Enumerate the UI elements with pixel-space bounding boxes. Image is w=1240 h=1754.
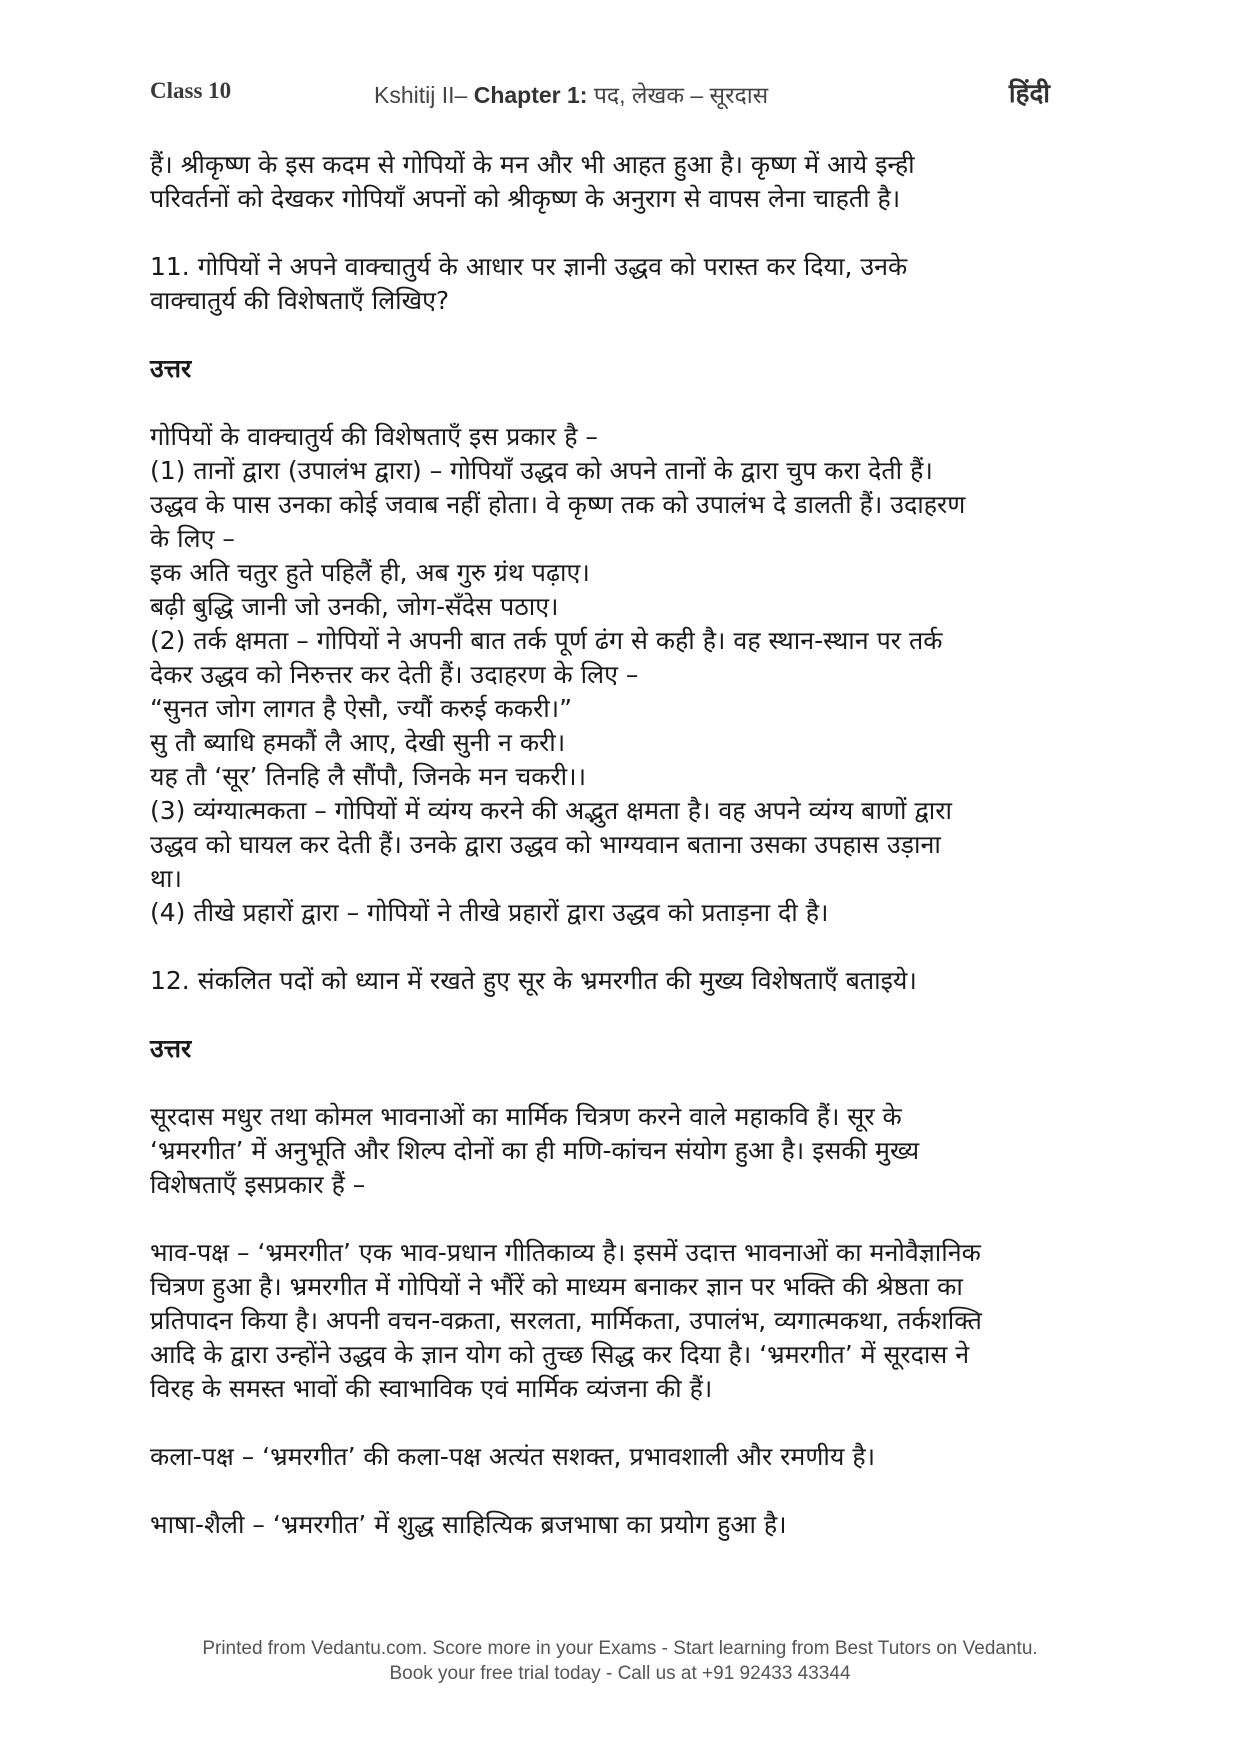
- answer-line: देकर उद्धव को निरुत्तर कर देती हैं। उदाहरण के लिए –: [150, 660, 639, 689]
- answer-line: ‘भ्रमरगीत’ में अनुभूति और शिल्प दोनों का ही मणि-कांचन संयोग हुआ है। इसकी मुख्य: [150, 1136, 920, 1165]
- answer-line: (2) तर्क क्षमता – गोपियों ने अपनी बात तर्क पूर्ण ढंग से कही है। वह स्थान-स्थान पर तर्क: [150, 626, 943, 655]
- class-label: Class 10: [150, 78, 232, 103]
- page-content: [150, 148, 1100, 1542]
- question-11-line: वाक्चातुर्य की विशेषताएँ लिखिए?: [150, 286, 450, 315]
- answer-line: (1) तानों द्वारा (उपालंभ द्वारा) – गोपियाँ उद्धव को अपने तानों के द्वारा चुप करा देती हैं।: [150, 456, 933, 485]
- answer-line: भाव-पक्ष – ‘भ्रमरगीत’ एक भाव-प्रधान गीतिकाव्य है। इसमें उदात्त भावनाओं का मनोवैज्ञानिक: [150, 1238, 981, 1267]
- answer-line: कला-पक्ष – ‘भ्रमरगीत’ की कला-पक्ष अत्यंत सशक्त, प्रभावशाली और रमणीय है।: [150, 1442, 876, 1471]
- intro-line: हैं। श्रीकृष्ण के इस कदम से गोपियों के मन और भी आहत हुआ है। कृष्ण में आये इन्ही: [150, 150, 915, 179]
- book-name: Kshitij II–: [374, 82, 468, 108]
- answer-line: उद्धव को घायल कर देती हैं। उनके द्वारा उद्धव को भाग्यवान बताना उसका उपहास उड़ाना: [150, 830, 941, 859]
- answer-heading: उत्तर: [150, 354, 192, 383]
- answer-line: विरह के समस्त भावों की स्वाभाविक एवं मार्मिक व्यंजना की हैं।: [150, 1374, 713, 1403]
- answer-line: गोपियों के वाक्चातुर्य की विशेषताएँ इस प्रकार है –: [150, 422, 598, 451]
- answer-line: के लिए –: [150, 524, 235, 553]
- chapter-title: पद, लेखक – सूरदास: [593, 82, 769, 108]
- verse-line: “सुनत जोग लागत है ऐसौ, ज्यौं करुई ककरी।”: [150, 694, 573, 723]
- answer-line: भाषा-शैली – ‘भ्रमरगीत’ में शुद्ध साहित्यिक ब्रजभाषा का प्रयोग हुआ है।: [150, 1510, 787, 1539]
- answer-line: आदि के द्वारा उन्होंने उद्धव के ज्ञान योग को तुच्छ सिद्ध कर दिया है। ‘भ्रमरगीत’ में सूरदास ने: [150, 1340, 970, 1369]
- question-11-line: 11. गोपियों ने अपने वाक्चातुर्य के आधार पर ज्ञानी उद्धव को परास्त कर दिया, उनके: [150, 252, 908, 281]
- verse-line: बढ़ी बुद्धि जानी जो उनकी, जोग-सँदेस पठाए।: [150, 592, 559, 621]
- answer-heading: उत्तर: [150, 1034, 192, 1063]
- intro-line: परिवर्तनों को देखकर गोपियाँ अपनों को श्रीकृष्ण के अनुराग से वापस लेना चाहती है।: [150, 184, 901, 213]
- answer-line: सूरदास मधुर तथा कोमल भावनाओं का मार्मिक चित्रण करने वाले महाकवि हैं। सूर के: [150, 1102, 902, 1131]
- answer-line: उद्धव के पास उनका कोई जवाब नहीं होता। वे कृष्ण तक को उपालंभ दे डालती हैं। उदाहरण: [150, 490, 966, 519]
- verse-line: इक अति चतुर हुते पहिलैं ही, अब गुरु ग्रंथ पढ़ाए।: [150, 558, 590, 587]
- page-header: [150, 78, 1050, 118]
- chapter-heading: [374, 78, 768, 110]
- question-12-line: 12. संकलित पदों को ध्यान में रखते हुए सूर के भ्रमरगीत की मुख्य विशेषताएँ बताइये।: [150, 966, 917, 995]
- verse-line: सु तौ ब्याधि हमकौं लै आए, देखी सुनी न करी।: [150, 728, 566, 757]
- answer-line: (4) तीखे प्रहारों द्वारा – गोपियों ने तीखे प्रहारों द्वारा उद्धव को प्रताड़ना दी है।: [150, 898, 829, 927]
- verse-line: यह तौ ‘सूर’ तिनहि लै सौंपौ, जिनके मन चकरी।।: [150, 762, 587, 791]
- answer-line: प्रतिपादन किया है। अपनी वचन-वक्रता, सरलता, मार्मिकता, उपालंभ, व्यगात्मकथा, तर्कशक्ति: [150, 1306, 982, 1335]
- answer-line: था।: [150, 864, 182, 893]
- footer-line: Book your free trial today - Call us at +91 92433 43344: [389, 1663, 851, 1684]
- answer-line: चित्रण हुआ है। भ्रमरगीत में गोपियों ने भौंरें को माध्यम बनाकर ज्ञान पर भक्ति की श्रेष्ठता का: [150, 1272, 963, 1301]
- answer-line: विशेषताएँ इसप्रकार हैं –: [150, 1170, 366, 1199]
- answer-line: (3) व्यंग्यात्मकता – गोपियों में व्यंग्य करने की अद्भुत क्षमता है। वह अपने व्यंग्य बाणों द्वारा: [150, 796, 952, 825]
- subject-label: हिंदी: [1008, 79, 1050, 109]
- chapter-number: Chapter 1:: [473, 82, 588, 108]
- footer-line: Printed from Vedantu.com. Score more in your Exams - Start learning from Best Tutors on Vedantu.: [202, 1638, 1038, 1659]
- page-footer: [0, 1636, 1240, 1686]
